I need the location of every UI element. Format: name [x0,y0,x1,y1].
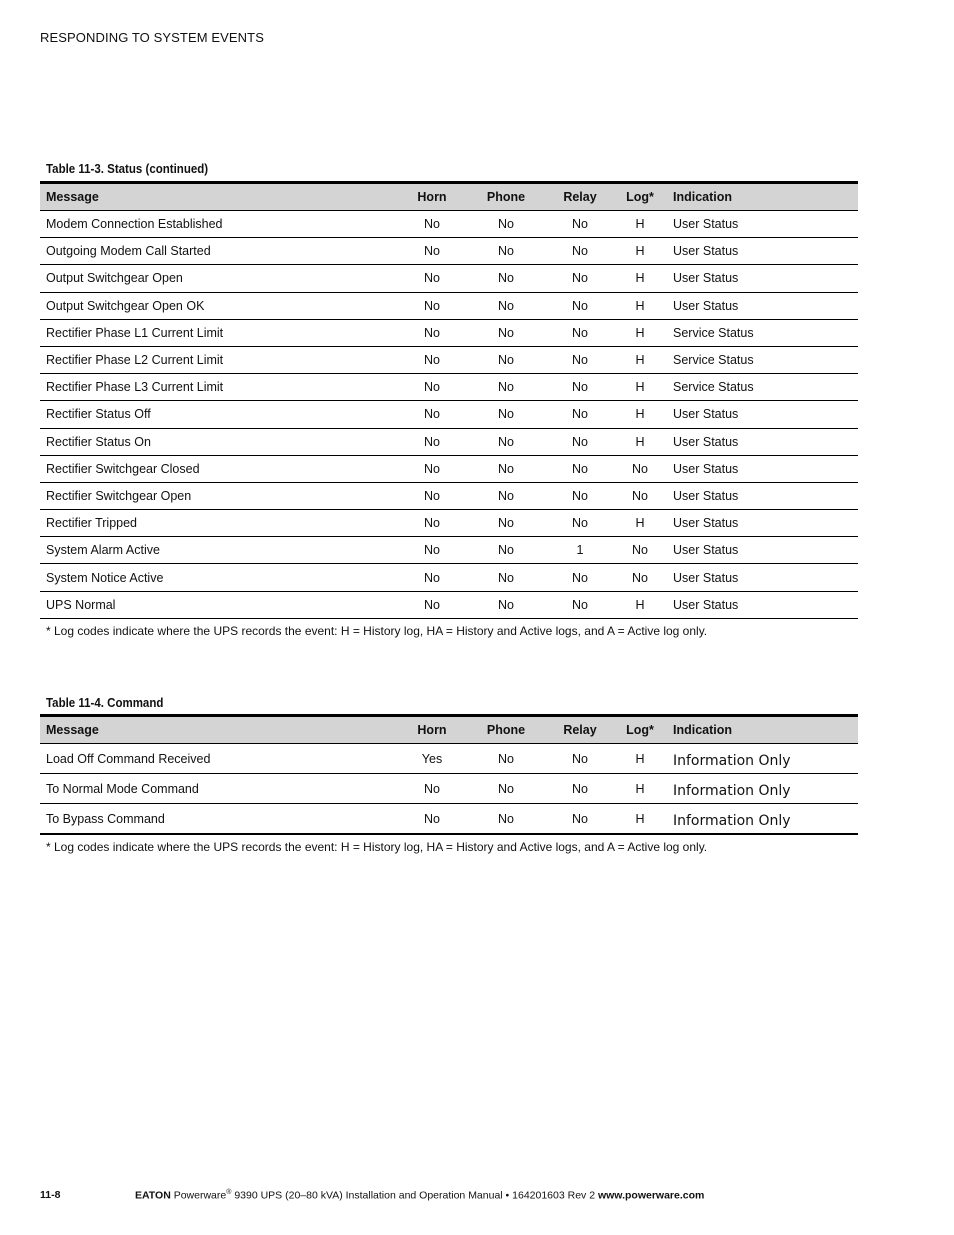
cell-log: H [635,271,645,286]
table-row [40,774,858,804]
registered-mark: ® [226,1189,232,1196]
table-row [40,510,858,537]
cell-horn: No [424,271,440,286]
cell-horn: No [424,325,440,340]
cell-log: No [632,488,648,503]
column-header-horn: Horn [417,190,447,204]
cell-indication: User Status [673,543,739,558]
cell-log: H [635,244,645,259]
cell-relay: No [572,781,588,796]
cell-horn: No [424,434,440,449]
column-header-log: Log* [626,723,654,737]
cell-relay: No [572,811,588,826]
cell-phone: No [498,434,514,449]
cell-log: H [635,434,645,449]
cell-message: Rectifier Tripped [46,516,138,531]
cell-phone: No [498,543,514,558]
cell-log: H [635,298,645,313]
cell-relay: No [572,461,588,476]
cell-log: H [635,751,645,766]
cell-indication: Service Status [673,353,754,368]
column-header-indication: Indication [673,723,733,737]
cell-horn: Yes [421,751,443,766]
command-table [40,714,858,835]
footer-text [135,1189,704,1202]
page-number: 11-8 [40,1189,61,1201]
cell-horn: No [424,811,440,826]
cell-horn: No [424,380,440,395]
cell-phone: No [498,461,514,476]
cell-relay: No [572,380,588,395]
cell-horn: No [424,353,440,368]
column-header-relay: Relay [563,190,597,204]
command-table-footnote: * Log codes indicate where the UPS records the event: H = History log, HA = History and Active logs, and A = Active log only. [46,840,708,854]
cell-message: Rectifier Status On [46,434,151,449]
cell-indication: User Status [673,407,739,422]
cell-relay: No [572,353,588,368]
cell-log: H [635,217,645,232]
status-table-footnote: * Log codes indicate where the UPS records the event: H = History log, HA = History and Active logs, and A = Active log only. [46,624,708,638]
cell-phone: No [498,751,514,766]
cell-message: UPS Normal [46,597,116,612]
cell-phone: No [498,570,514,585]
cell-message: Load Off Command Received [46,751,211,766]
table-status-title: Table 11-3. Status (continued) [46,162,209,176]
cell-horn: No [424,543,440,558]
cell-horn: No [424,407,440,422]
cell-log: H [635,380,645,395]
cell-phone: No [498,488,514,503]
table-row [40,744,858,774]
footer-product: Powerware [173,1189,227,1202]
table-row [40,456,858,483]
table-command-title: Table 11-4. Command [46,696,164,710]
cell-indication: User Status [673,217,739,232]
table-row [40,211,858,238]
cell-relay: No [572,244,588,259]
cell-indication: User Status [673,298,739,313]
cell-message: Outgoing Modem Call Started [46,244,211,259]
cell-relay: No [572,407,588,422]
cell-message: Output Switchgear Open OK [46,298,205,313]
cell-horn: No [424,781,440,796]
cell-phone: No [498,217,514,232]
cell-phone: No [498,325,514,340]
column-header-phone: Phone [486,190,526,204]
column-header-message: Message [46,190,99,204]
cell-log: H [635,325,645,340]
cell-phone: No [498,271,514,286]
cell-phone: No [498,516,514,531]
cell-horn: No [424,488,440,503]
cell-message: Rectifier Status Off [46,407,151,422]
cell-phone: No [498,597,514,612]
table-row [40,320,858,347]
footer-manual: 9390 UPS (20–80 kVA) Installation and Operation Manual • 164201603 Rev 2 [231,1189,598,1202]
cell-horn: No [424,570,440,585]
cell-relay: No [572,434,588,449]
table-row [40,429,858,456]
cell-log: H [635,407,645,422]
status-table [40,181,858,619]
cell-message: Rectifier Phase L1 Current Limit [46,325,224,340]
cell-phone: No [498,811,514,826]
cell-indication: User Status [673,244,739,259]
cell-phone: No [498,407,514,422]
cell-relay: No [572,217,588,232]
cell-log: H [635,353,645,368]
table-row [40,592,858,619]
column-header-phone: Phone [486,723,526,737]
table-row [40,238,858,265]
column-header-log: Log* [626,190,654,204]
cell-message: Rectifier Switchgear Open [46,488,192,503]
cell-indication: User Status [673,570,739,585]
footer-brand: EATON [135,1189,171,1202]
cell-phone: No [498,380,514,395]
column-header-horn: Horn [417,723,447,737]
cell-horn: No [424,244,440,259]
table-row [40,374,858,401]
cell-relay: No [572,516,588,531]
table-header-row [40,184,858,211]
cell-message: To Normal Mode Command [46,781,199,796]
cell-relay: No [572,570,588,585]
table-row [40,265,858,292]
cell-log: H [635,781,645,796]
cell-horn: No [424,217,440,232]
cell-message: System Alarm Active [46,543,160,558]
cell-horn: No [424,298,440,313]
cell-log: H [635,516,645,531]
cell-indication: User Status [673,461,739,476]
cell-message: Modem Connection Established [46,217,223,232]
cell-relay: No [572,597,588,612]
cell-indication: User Status [673,434,739,449]
cell-relay: 1 [576,543,584,558]
cell-log: H [635,811,645,826]
cell-horn: No [424,597,440,612]
footer-url: www.powerware.com [597,1189,705,1202]
column-header-relay: Relay [563,723,597,737]
cell-indication: Service Status [673,325,754,340]
table-row [40,483,858,510]
column-header-indication: Indication [673,190,733,204]
table-row [40,564,858,591]
cell-log: No [632,570,648,585]
cell-phone: No [498,244,514,259]
table-row [40,537,858,564]
cell-indication: Information Only [673,782,791,799]
cell-message: Rectifier Phase L3 Current Limit [46,380,224,395]
cell-indication: Information Only [673,752,791,769]
table-row [40,293,858,320]
table-row [40,804,858,835]
cell-message: Output Switchgear Open [46,271,183,286]
table-header-row [40,717,858,744]
table-row [40,347,858,374]
cell-relay: No [572,751,588,766]
cell-phone: No [498,298,514,313]
cell-message: To Bypass Command [46,811,165,826]
column-header-message: Message [46,723,99,737]
cell-indication: User Status [673,488,739,503]
cell-message: Rectifier Phase L2 Current Limit [46,353,224,368]
table-row [40,401,858,428]
cell-indication: Service Status [673,380,754,395]
cell-phone: No [498,353,514,368]
cell-horn: No [424,516,440,531]
cell-indication: Information Only [673,812,791,829]
cell-message: System Notice Active [46,570,164,585]
cell-log: No [632,461,648,476]
cell-relay: No [572,298,588,313]
cell-indication: User Status [673,516,739,531]
cell-relay: No [572,488,588,503]
cell-relay: No [572,325,588,340]
cell-message: Rectifier Switchgear Closed [46,461,200,476]
cell-indication: User Status [673,597,739,612]
cell-relay: No [572,271,588,286]
cell-indication: User Status [673,271,739,286]
cell-log: No [632,543,648,558]
cell-horn: No [424,461,440,476]
running-header: RESPONDING TO SYSTEM EVENTS [40,30,264,45]
cell-phone: No [498,781,514,796]
cell-log: H [635,597,645,612]
